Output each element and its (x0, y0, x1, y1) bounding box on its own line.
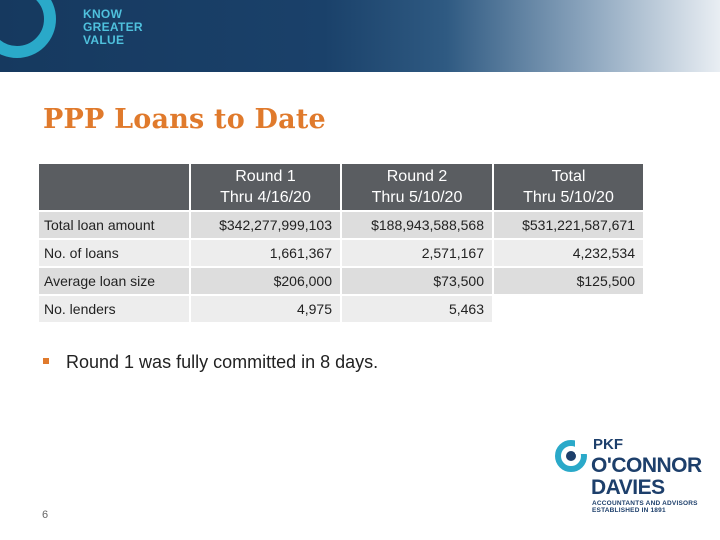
logo-line-1: O'CONNOR (591, 454, 702, 477)
table-cell (494, 296, 643, 322)
table-cell: $206,000 (191, 268, 340, 294)
table-cell: 4,975 (191, 296, 340, 322)
ppp-loans-table (37, 162, 645, 324)
table-cell: $531,221,587,671 (494, 212, 643, 238)
page-number: 6 (42, 509, 49, 521)
row-label: No. lenders (39, 296, 189, 322)
header-round-1-label: Round 1 Thru 4/16/20 (220, 168, 311, 206)
table-cell: 5,463 (342, 296, 492, 322)
bullet-point (43, 352, 378, 373)
tagline-line-1: KNOW (83, 7, 123, 21)
logo-subtitle-line-1: ACCOUNTANTS AND ADVISORS (592, 500, 698, 507)
table-row (39, 296, 643, 322)
header-blank (39, 164, 189, 210)
table-cell: $188,943,588,568 (342, 212, 492, 238)
table-header-row (39, 164, 643, 210)
table-cell: 2,571,167 (342, 240, 492, 266)
brand-ring-icon (0, 0, 56, 58)
table-cell: $342,277,999,103 (191, 212, 340, 238)
slide-title: PPP Loans to Date (43, 104, 326, 135)
table-cell: 1,661,367 (191, 240, 340, 266)
logo-swirl-icon (553, 438, 589, 474)
table-cell: 4,232,534 (494, 240, 643, 266)
bullet-text: Round 1 was fully committed in 8 days. (66, 352, 379, 372)
table-cell: $125,500 (494, 268, 643, 294)
header-banner (0, 0, 720, 72)
row-label: Total loan amount (39, 212, 189, 238)
brand-tagline (83, 8, 143, 47)
header-round-2-label: Round 2 Thru 5/10/20 (371, 168, 463, 206)
row-label: No. of loans (39, 240, 189, 266)
logo-line-2: DAVIES (591, 476, 665, 499)
table-row (39, 240, 643, 266)
tagline-line-2: GREATER (83, 20, 143, 34)
tagline-line-3: VALUE (83, 33, 125, 47)
logo-subtitle-line-2: ESTABLISHED IN 1891 (592, 507, 666, 514)
header-total (494, 164, 643, 210)
table-cell: $73,500 (342, 268, 492, 294)
logo-pkf: PKF (593, 436, 623, 453)
header-total-label: Total Thru 5/10/20 (523, 168, 614, 206)
bullet-square-icon (43, 358, 49, 364)
table-row (39, 212, 643, 238)
logo-subtitle (592, 500, 698, 514)
table-row (39, 268, 643, 294)
row-label: Average loan size (39, 268, 189, 294)
company-logo (551, 436, 711, 520)
header-round-2 (342, 164, 492, 210)
header-round-1 (191, 164, 340, 210)
